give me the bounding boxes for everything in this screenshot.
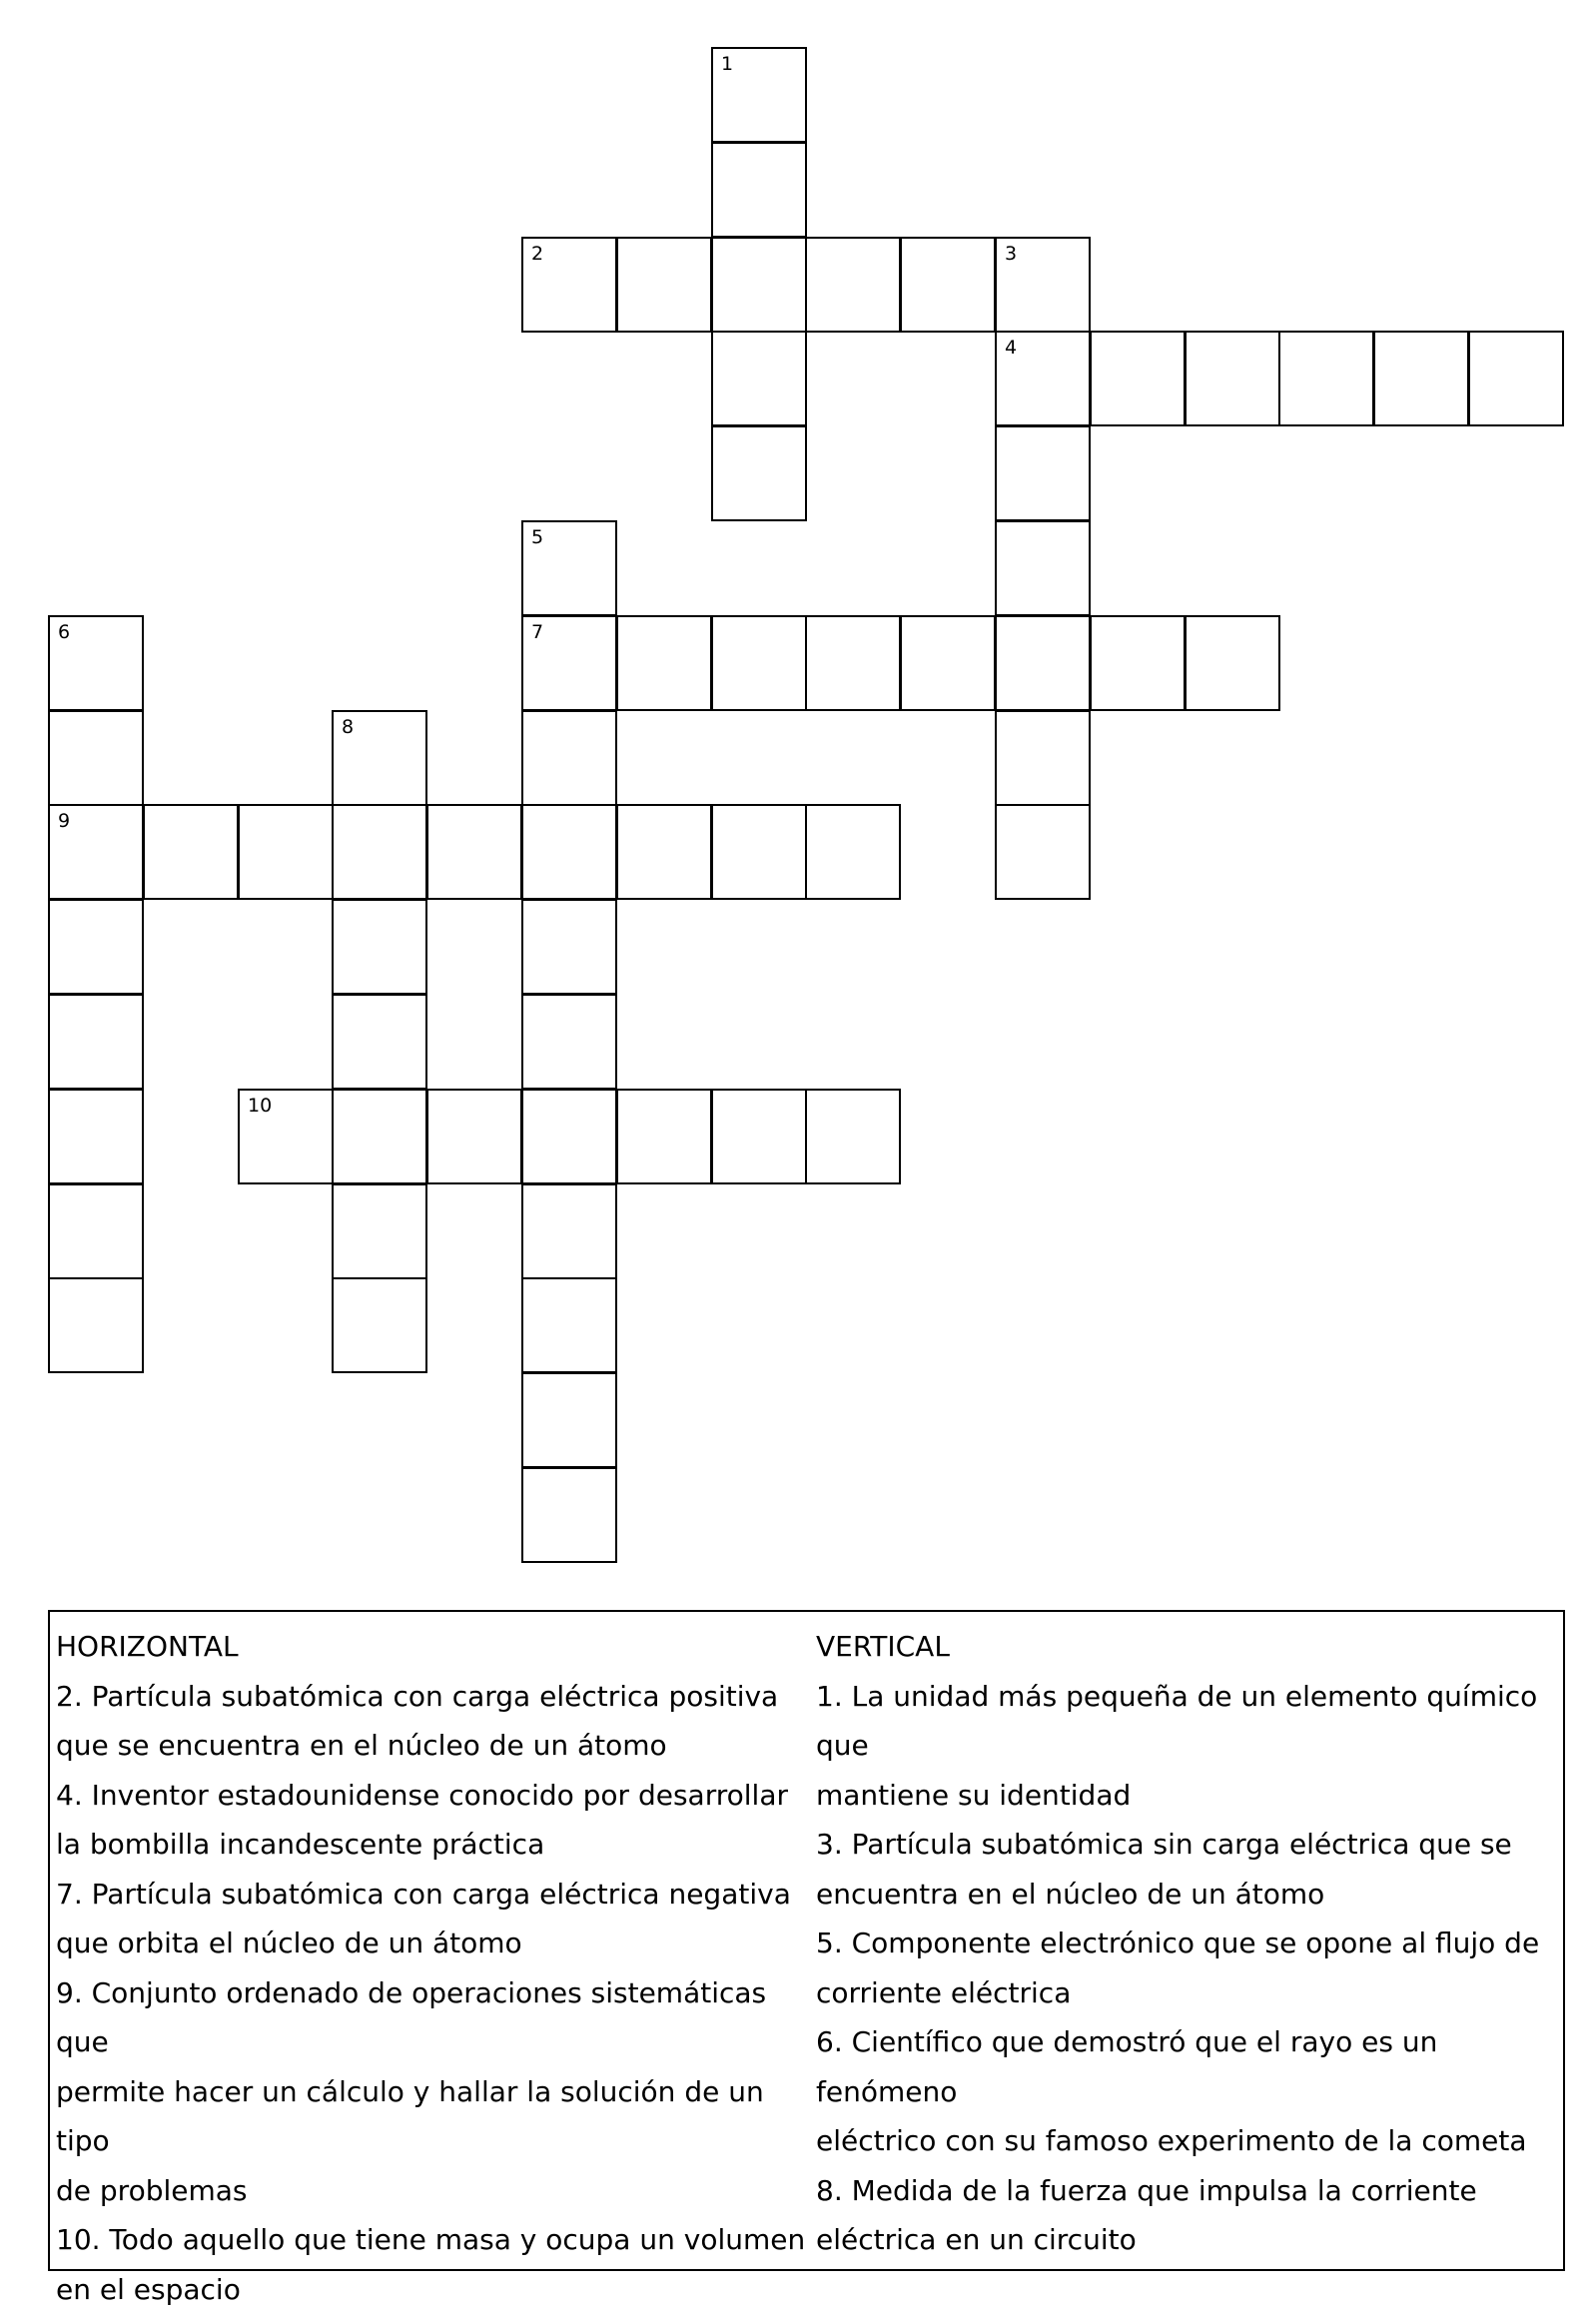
crossword-cell[interactable] xyxy=(48,1277,144,1373)
crossword-cell-2[interactable] xyxy=(521,237,617,333)
clue-number: 7 xyxy=(531,623,543,642)
crossword-cell[interactable] xyxy=(711,804,807,900)
crossword-cell[interactable] xyxy=(711,1089,807,1184)
crossword-cell-9[interactable] xyxy=(48,804,144,900)
crossword-cell-8[interactable] xyxy=(332,710,427,806)
crossword-cell[interactable] xyxy=(521,1089,617,1184)
crossword-cell[interactable] xyxy=(900,615,996,711)
clue-line: permite hacer un cálculo y hallar la solución de un tipo xyxy=(56,2067,815,2166)
crossword-cell[interactable] xyxy=(711,425,807,521)
crossword-cell[interactable] xyxy=(521,994,617,1090)
crossword-cell[interactable] xyxy=(1278,331,1374,426)
crossword-cell[interactable] xyxy=(426,1089,522,1184)
crossword-cell-3[interactable] xyxy=(995,237,1091,333)
crossword-cell[interactable] xyxy=(995,425,1091,521)
crossword-cell[interactable] xyxy=(332,899,427,995)
crossword-cell[interactable] xyxy=(995,615,1091,711)
horizontal-heading: HORIZONTAL xyxy=(56,1622,815,1672)
crossword-cell[interactable] xyxy=(238,804,334,900)
crossword-cell[interactable] xyxy=(521,1467,617,1563)
vertical-heading: VERTICAL xyxy=(816,1622,1559,1672)
crossword-cell[interactable] xyxy=(48,1089,144,1184)
crossword-cell[interactable] xyxy=(995,520,1091,616)
clue-line: encuentra en el núcleo de un átomo xyxy=(816,1870,1559,1920)
crossword-cell[interactable] xyxy=(805,237,901,333)
crossword-cell[interactable] xyxy=(426,804,522,900)
clue-line: de problemas xyxy=(56,2166,815,2216)
crossword-cell[interactable] xyxy=(1185,615,1280,711)
crossword-cell[interactable] xyxy=(521,899,617,995)
clue-line: 9. Conjunto ordenado de operaciones sistemáticas que xyxy=(56,1968,815,2067)
clue-line: mantiene su identidad xyxy=(816,1771,1559,1821)
crossword-cell[interactable] xyxy=(995,804,1091,900)
clue-number: 6 xyxy=(58,623,70,642)
crossword-cell[interactable] xyxy=(521,1277,617,1373)
clue-line: eléctrico con su famoso experimento de la cometa xyxy=(816,2116,1559,2166)
clue-line: 8. Medida de la fuerza que impulsa la corriente xyxy=(816,2166,1559,2216)
crossword-cell[interactable] xyxy=(332,994,427,1090)
crossword-cell[interactable] xyxy=(48,710,144,806)
crossword-cell[interactable] xyxy=(805,615,901,711)
clue-line: 7. Partícula subatómica con carga eléctrica negativa xyxy=(56,1870,815,1920)
crossword-cell[interactable] xyxy=(48,899,144,995)
clue-number: 8 xyxy=(342,718,354,737)
clue-line: 4. Inventor estadounidense conocido por desarrollar xyxy=(56,1771,815,1821)
clues-box xyxy=(48,1610,1565,2271)
clue-number: 10 xyxy=(248,1097,272,1116)
clue-line: corriente eléctrica xyxy=(816,1968,1559,2018)
clue-line: eléctrica en un circuito xyxy=(816,2215,1559,2265)
clue-number: 9 xyxy=(58,812,70,831)
clue-line: 10. Todo aquello que tiene masa y ocupa un volumen xyxy=(56,2215,815,2265)
crossword-cell[interactable] xyxy=(48,1183,144,1279)
vertical-clues xyxy=(816,1622,1559,2265)
crossword-cell[interactable] xyxy=(1468,331,1564,426)
crossword-cell[interactable] xyxy=(332,1277,427,1373)
crossword-cell[interactable] xyxy=(616,237,712,333)
clue-line: en el espacio xyxy=(56,2265,815,2314)
crossword-cell[interactable] xyxy=(616,615,712,711)
clue-line: 1. La unidad más pequeña de un elemento químico que xyxy=(816,1672,1559,1771)
crossword-cell[interactable] xyxy=(711,237,807,333)
crossword-cell[interactable] xyxy=(1373,331,1469,426)
clue-number: 4 xyxy=(1005,339,1017,358)
crossword-cell-7[interactable] xyxy=(521,615,617,711)
crossword-cell-10[interactable] xyxy=(238,1089,334,1184)
crossword-cell-4[interactable] xyxy=(995,331,1091,426)
clue-number: 2 xyxy=(531,245,543,264)
crossword-cell[interactable] xyxy=(332,1089,427,1184)
crossword-cell-1[interactable] xyxy=(711,47,807,143)
crossword-cell[interactable] xyxy=(521,710,617,806)
crossword-cell[interactable] xyxy=(1090,615,1186,711)
clue-line: 5. Componente electrónico que se opone al flujo de xyxy=(816,1919,1559,1968)
clue-line: que orbita el núcleo de un átomo xyxy=(56,1919,815,1968)
clue-line: 3. Partícula subatómica sin carga eléctrica que se xyxy=(816,1820,1559,1870)
clue-number: 3 xyxy=(1005,245,1017,264)
crossword-cell[interactable] xyxy=(521,804,617,900)
crossword-cell-5[interactable] xyxy=(521,520,617,616)
crossword-cell[interactable] xyxy=(616,1089,712,1184)
clue-number: 1 xyxy=(721,55,733,74)
crossword-cell[interactable] xyxy=(521,1372,617,1468)
crossword-cell[interactable] xyxy=(711,142,807,238)
crossword-cell[interactable] xyxy=(711,615,807,711)
crossword-cell[interactable] xyxy=(711,331,807,426)
crossword-cell[interactable] xyxy=(616,804,712,900)
crossword-cell[interactable] xyxy=(805,1089,901,1184)
crossword-cell[interactable] xyxy=(143,804,239,900)
clue-line: 6. Científico que demostró que el rayo es un fenómeno xyxy=(816,2017,1559,2116)
clue-line: que se encuentra en el núcleo de un átomo xyxy=(56,1721,815,1771)
crossword-cell[interactable] xyxy=(521,1183,617,1279)
crossword-cell[interactable] xyxy=(1185,331,1280,426)
crossword-cell[interactable] xyxy=(332,804,427,900)
crossword-cell-6[interactable] xyxy=(48,615,144,711)
crossword-cell[interactable] xyxy=(995,710,1091,806)
crossword-cell[interactable] xyxy=(332,1183,427,1279)
clue-number: 5 xyxy=(531,528,543,547)
crossword-cell[interactable] xyxy=(48,994,144,1090)
crossword-cell[interactable] xyxy=(1090,331,1186,426)
clue-line: la bombilla incandescente práctica xyxy=(56,1820,815,1870)
crossword-cell[interactable] xyxy=(900,237,996,333)
horizontal-clues xyxy=(56,1622,815,2314)
clue-line: 2. Partícula subatómica con carga eléctrica positiva xyxy=(56,1672,815,1722)
crossword-cell[interactable] xyxy=(805,804,901,900)
